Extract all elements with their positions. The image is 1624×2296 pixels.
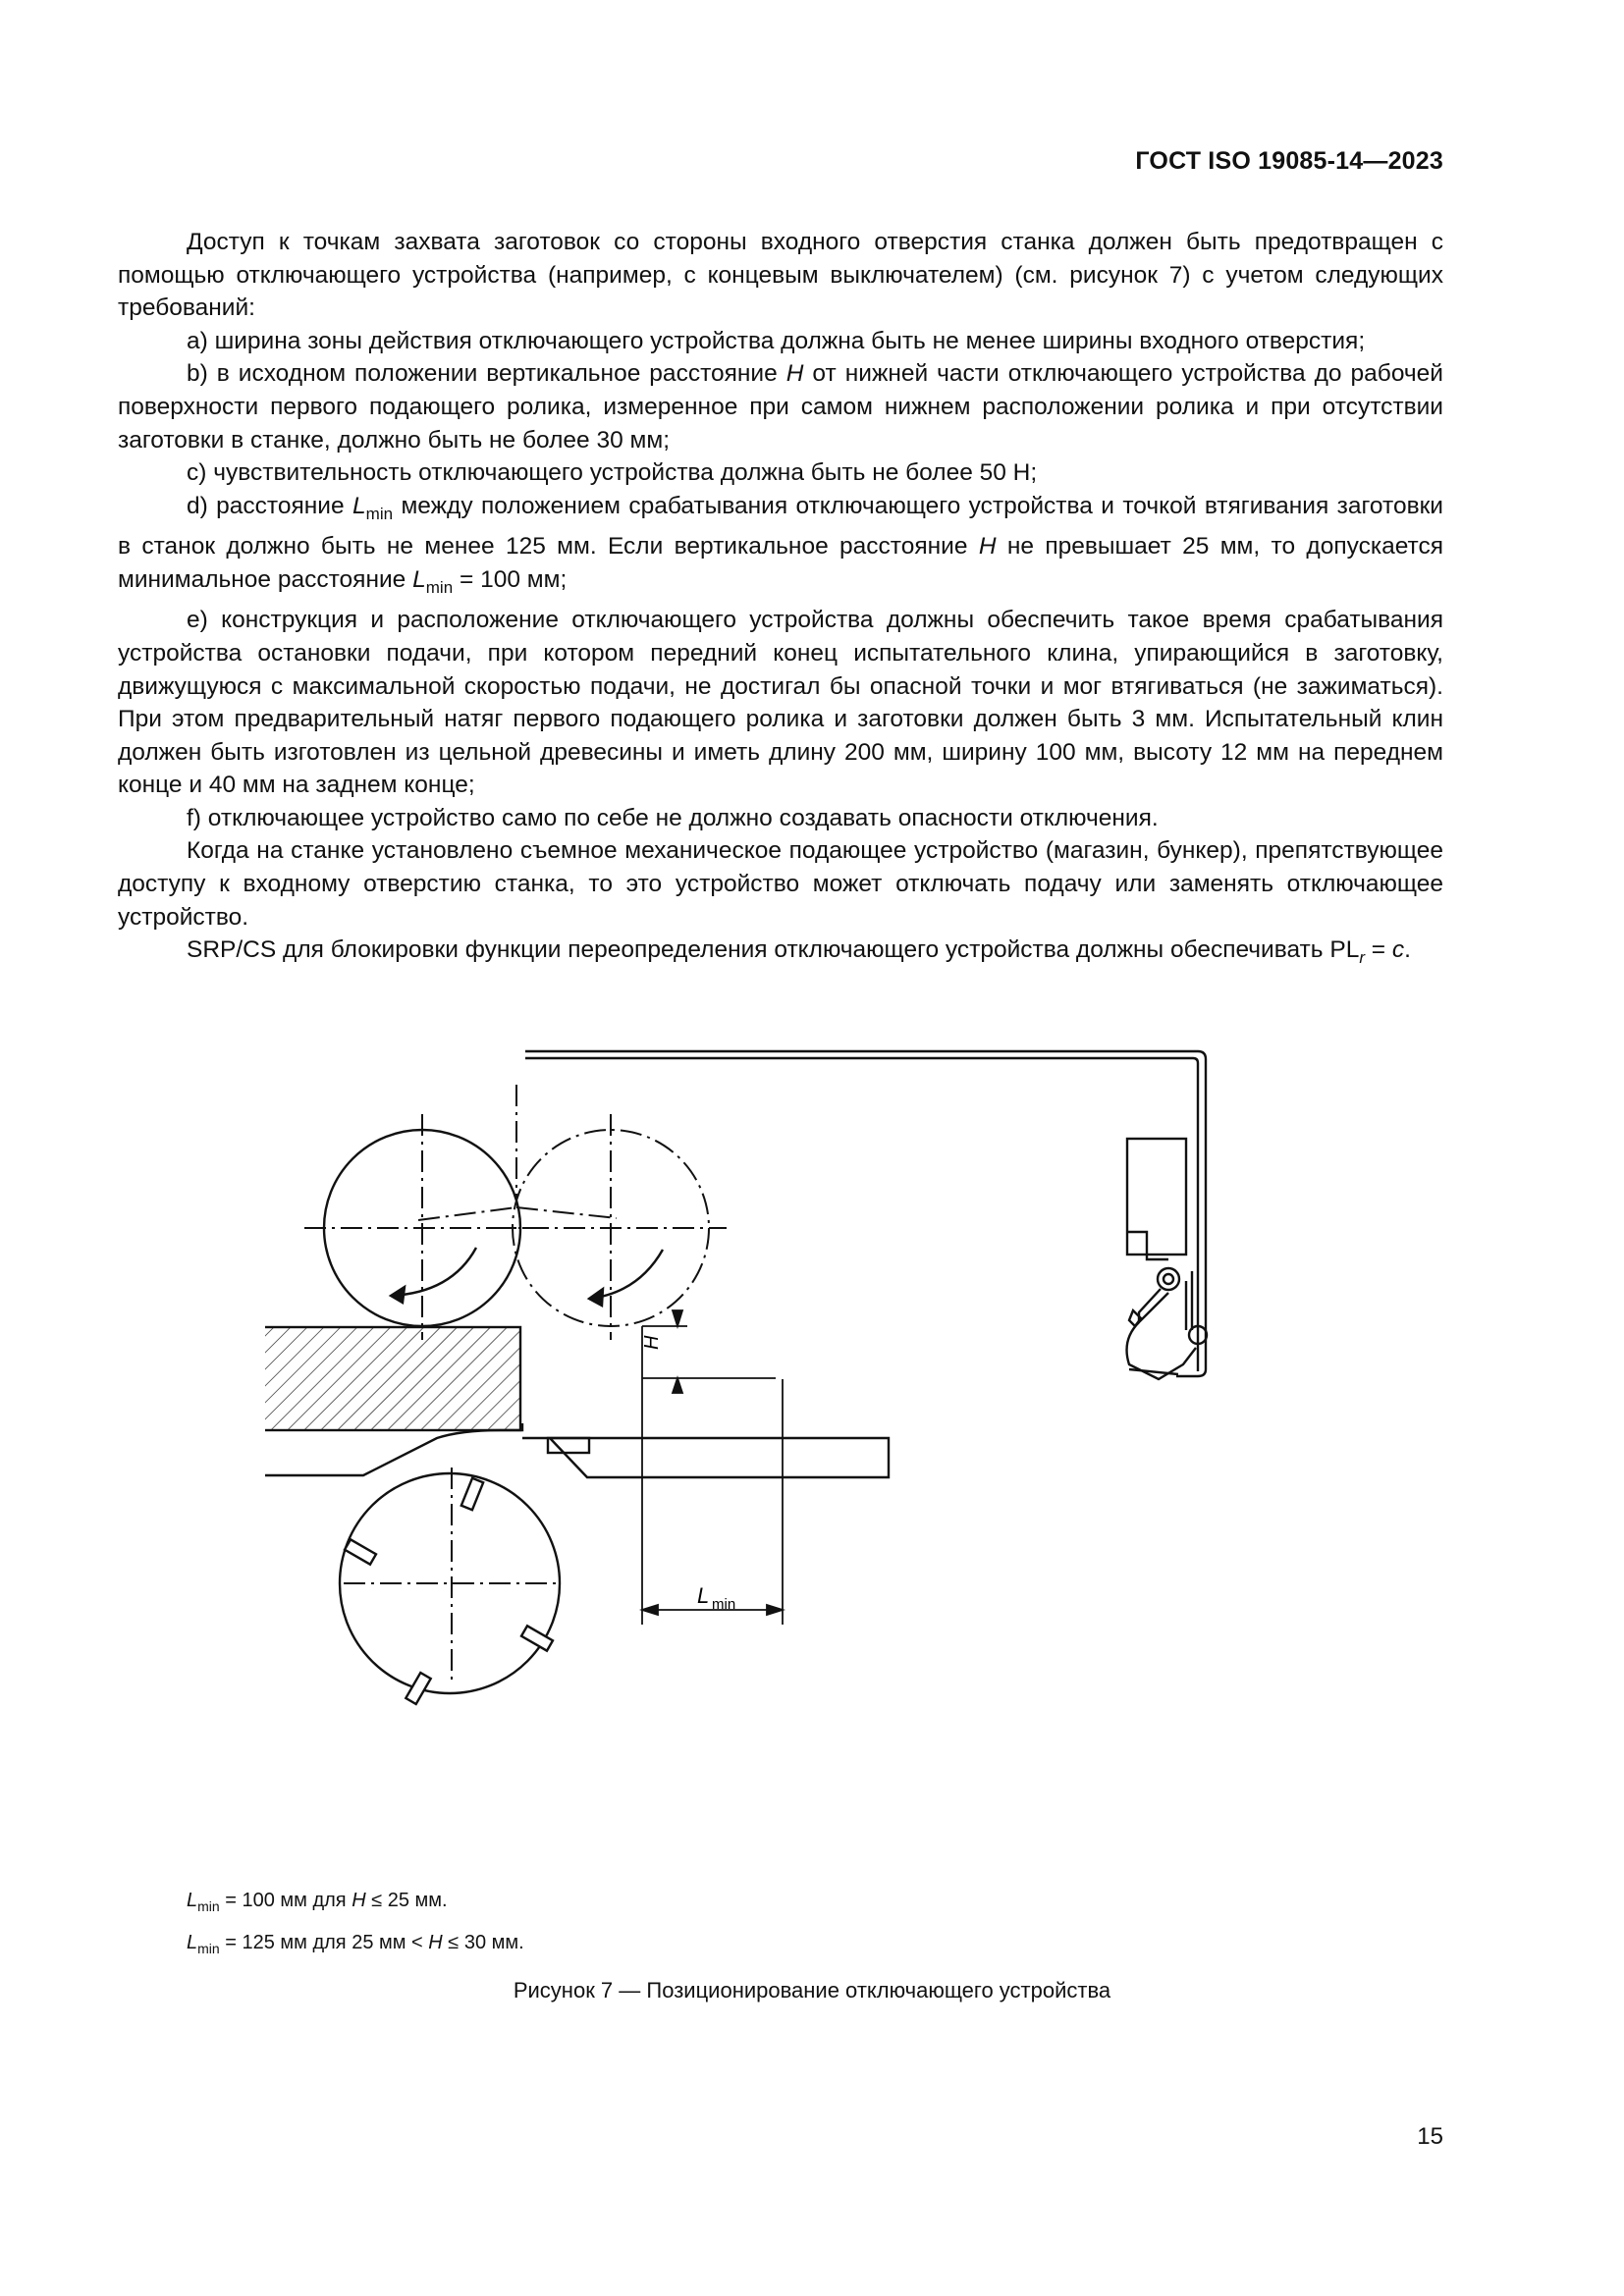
item-e: e) конструкция и расположение отключающего устройства должны обеспечить такое время срабатывания устройства остановки подачи, при котором передний конец испытательного клина, упирающийся в заготовку, движущуюся с максимальной скоростью подачи, не достигал бы опасной точки и мог втягиваться (не зажиматься). При этом предварительный натяг первого подающего ролика и заготовки должен быть 3 мм. Испытательный клин должен быть изготовлен из цельной древесины и иметь длину 200 мм, ширину 100 мм, высоту 12 мм на переднем конце и 40 мм на заднем конце; [118, 607, 1443, 799]
table-insert [548, 1438, 589, 1453]
paragraph-srp: SRP/CS для блокировки функции переопределения отключающего устройства должны обеспечивать $PL_r = c$. [187, 936, 1411, 968]
figure-caption: Рисунок 7 — Позиционирование отключающего устройства [513, 1978, 1111, 2002]
label-Lmin: L [697, 1583, 710, 1608]
item-b: b) в исходном положении вертикальное расстояние H от нижней части отключающего устройства до рабочей поверхности первого подающего ролика, измеренное при самом нижнем расположении ролика и при отсутствии заготовки в станке, должно быть не более 30 мм; [118, 360, 1443, 454]
switch-pivot [1158, 1268, 1179, 1290]
switch-housing [1127, 1139, 1186, 1255]
legend-line-2: $L_{min} = 125$ мм для 25 мм < H ≤ 30 мм. [187, 1932, 524, 1956]
legend-line-1: $L_{min} = 100$ мм для H ≤ 25 мм. [187, 1890, 448, 1914]
page-number: 15 [1417, 2123, 1443, 2150]
standard-header: ГОСТ ISO 19085-14—2023 [1135, 147, 1443, 175]
top-guard [525, 1051, 1206, 1376]
paragraph-intro: Доступ к точкам захвата заготовок со стороны входного отверстия станка должен быть предотвращен с помощью отключающего устройства (например, с концевым выключателем) (см. рисунок 7) с учетом следующих требований: [118, 229, 1443, 322]
item-a: a) ширина зоны действия отключающего устройства должна быть не менее ширины входного отверстия; [187, 327, 1366, 354]
item-f: f) отключающее устройство само по себе не должно создавать опасности отключения. [187, 804, 1159, 831]
item-d: d) расстояние $L_{min}$ между положением срабатывания отключающего устройства и точкой втягивания заготовки в станок должно быть не менее 125 мм. Если вертикальное расстояние H не превышает 25 мм, то допускается минимальное расстояние $L_{min} = 100$ мм; [118, 492, 1444, 597]
label-H: H [641, 1335, 663, 1350]
paragraph-magazine: Когда на станке установлено съемное механическое подающее устройство (магазин, бункер), препятствующее доступу к входному отверстию станка, то это устройство может отключать подачу или заменять отключающее устройство. [118, 837, 1443, 931]
machine-table-right [522, 1438, 889, 1477]
switch-lever [1139, 1289, 1168, 1322]
item-c: c) чувствительность отключающего устройства должна быть не более 50 Н; [187, 459, 1038, 487]
figure-7-drawing [265, 1036, 1296, 1870]
body-text [118, 226, 1443, 975]
workpiece [265, 1327, 520, 1430]
label-Lmin-sub: min [712, 1596, 736, 1613]
